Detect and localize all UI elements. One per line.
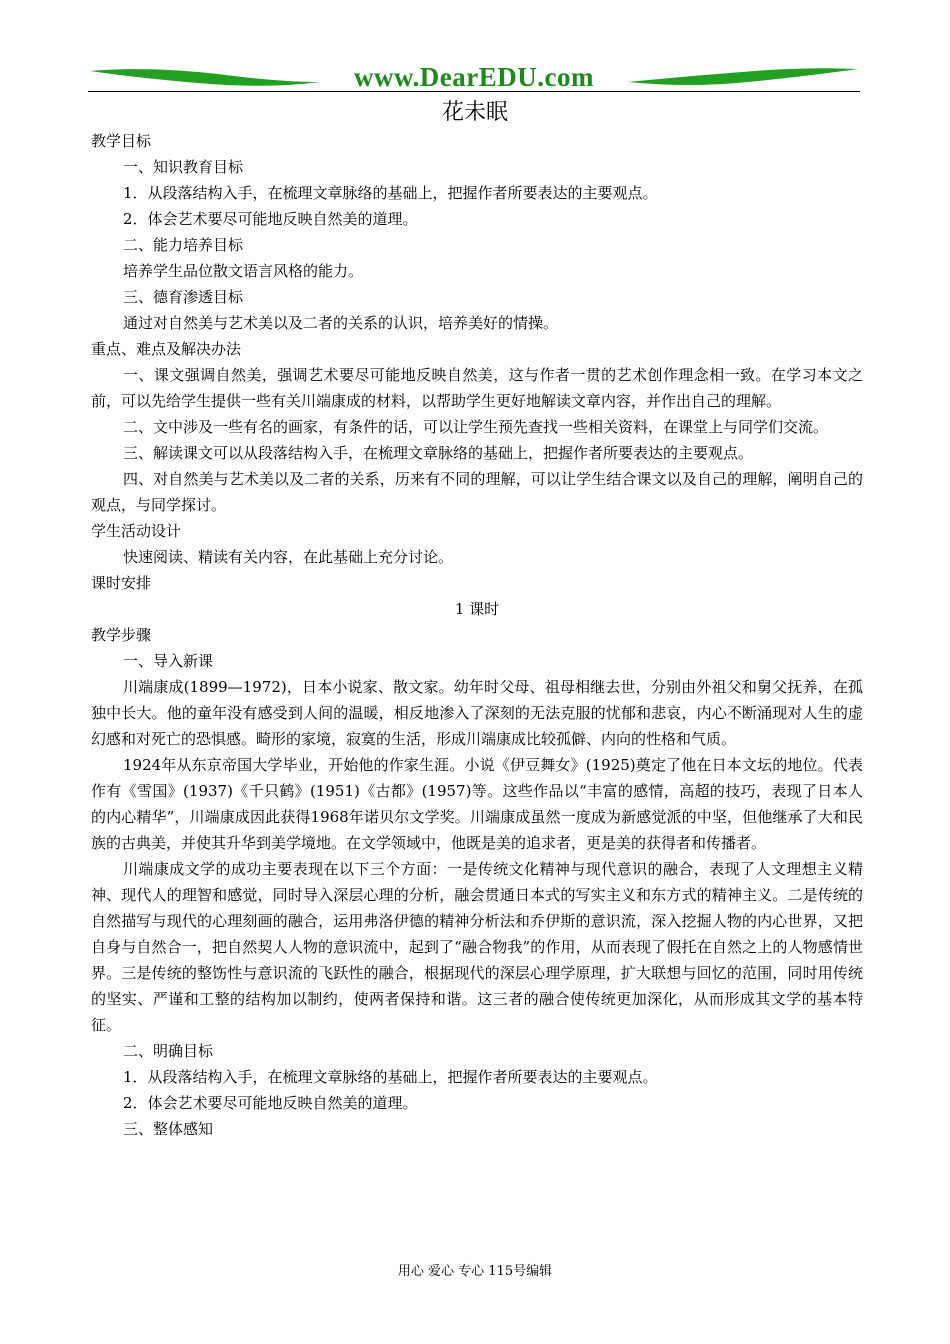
section-heading: 课时安排 [91,574,152,592]
list-item: 1．从段落结构入手，在梳理文章脉络的基础上，把握作者所要表达的主要观点。 [123,184,658,202]
site-logo-text: www.DearEDU.com [354,62,594,92]
subheading: 二、明确目标 [123,1042,214,1060]
centered-text: 1 课时 [454,600,500,618]
paragraph: 1924年从东京帝国大学毕业，开始他的作家生涯。小说《伊豆舞女》(1925)奠定了他在日本文坛的地位。代表作有《雪国》(1937)《千只鹤》(1951)《古都》(1957)等。这些作品以“丰富的感情，高超的技巧，表现了日本人的内心精华”，川端康成因此获得1968年诺贝尔文学奖。川端康成虽然一度成为新感觉派的中坚，但他继承了大和民族的古典美，并使其升华到美学境地。在文学领域中，他既是美的追求者，更是美的获得者和传播者。 [91,756,863,852]
list-item: 2．体会艺术要尽可能地反映自然美的道理。 [123,1094,418,1112]
paragraph: 二、文中涉及一些有名的画家，有条件的话，可以让学生预先查找一些相关资料，在课堂上与同学们交流。 [123,418,829,436]
paragraph: 三、解读课文可以从段落结构入手，在梳理文章脉络的基础上，把握作者所要表达的主要观点。 [123,444,754,462]
site-header-banner [88,58,860,94]
section-heading: 教学步骤 [91,626,152,644]
page-title: 花未眠 [441,100,508,125]
section-heading: 教学目标 [91,132,152,150]
subheading: 一、导入新课 [123,652,214,670]
paragraph: 快速阅读、精读有关内容，在此基础上充分讨论。 [123,548,454,566]
header-rule [88,91,860,92]
paragraph: 通过对自然美与艺术美以及二者的关系的认识，培养美好的情操。 [123,314,559,332]
document-body [91,128,863,1142]
list-item: 2．体会艺术要尽可能地反映自然美的道理。 [123,210,418,228]
subheading: 二、能力培养目标 [123,236,244,254]
paragraph: 川端康成(1899—1972)，日本小说家、散文家。幼年时父母、祖母相继去世，分别由外祖父和舅父抚养，在孤独中长大。他的童年没有感受到人间的温暖，相反地渗入了深刻的无法克服的忧郁和悲哀，内心不断涌现对人生的虚幻感和对死亡的恐惧感。畸形的家境，寂寞的生活，形成川端康成比较孤僻、内向的性格和气质。 [91,678,863,748]
section-heading: 学生活动设计 [91,522,182,540]
paragraph: 四、对自然美与艺术美以及二者的关系，历来有不同的理解，可以让学生结合课文以及自己的理解，阐明自己的观点，与同学探讨。 [91,470,863,514]
paragraph: 川端康成文学的成功主要表现在以下三个方面：一是传统文化精神与现代意识的融合，表现了人文理想主义精神、现代人的理智和感觉，同时导入深层心理的分析，融会贯通日本式的写实主义和东方式的精神主义。二是传统的自然描写与现代的心理刻画的融合，运用弗洛伊德的精神分析法和乔伊斯的意识流，深入挖掘人物的内心世界，又把自身与自然合一，把自然契人人物的意识流中，起到了“融合物我”的作用，从而表现了假托在自然之上的人物感情世界。三是传统的整饬性与意识流的飞跃性的融合，根据现代的深层心理学原理，扩大联想与回忆的范围，同时用传统的坚实、严谨和工整的结构加以制约，使两者保持和谐。这三者的融合使传统更加深化，从而形成其文学的基本特征。 [91,860,863,1034]
paragraph: 一、课文强调自然美，强调艺术要尽可能地反映自然美，这与作者一贯的艺术创作理念相一致。在学习本文之前，可以先给学生提供一些有关川端康成的材料，以帮助学生更好地解读文章内容，并作出自己的理解。 [91,366,863,410]
list-item: 1．从段落结构入手，在梳理文章脉络的基础上，把握作者所要表达的主要观点。 [123,1068,658,1086]
subheading: 三、整体感知 [123,1120,214,1138]
section-heading: 重点、难点及解决办法 [91,340,242,358]
subheading: 一、知识教育目标 [123,158,244,176]
paragraph: 培养学生品位散文语言风格的能力。 [123,262,364,280]
page-footer: 用心 爱心 专心 115号编辑 [397,1264,553,1279]
subheading: 三、德育渗透目标 [123,288,244,306]
